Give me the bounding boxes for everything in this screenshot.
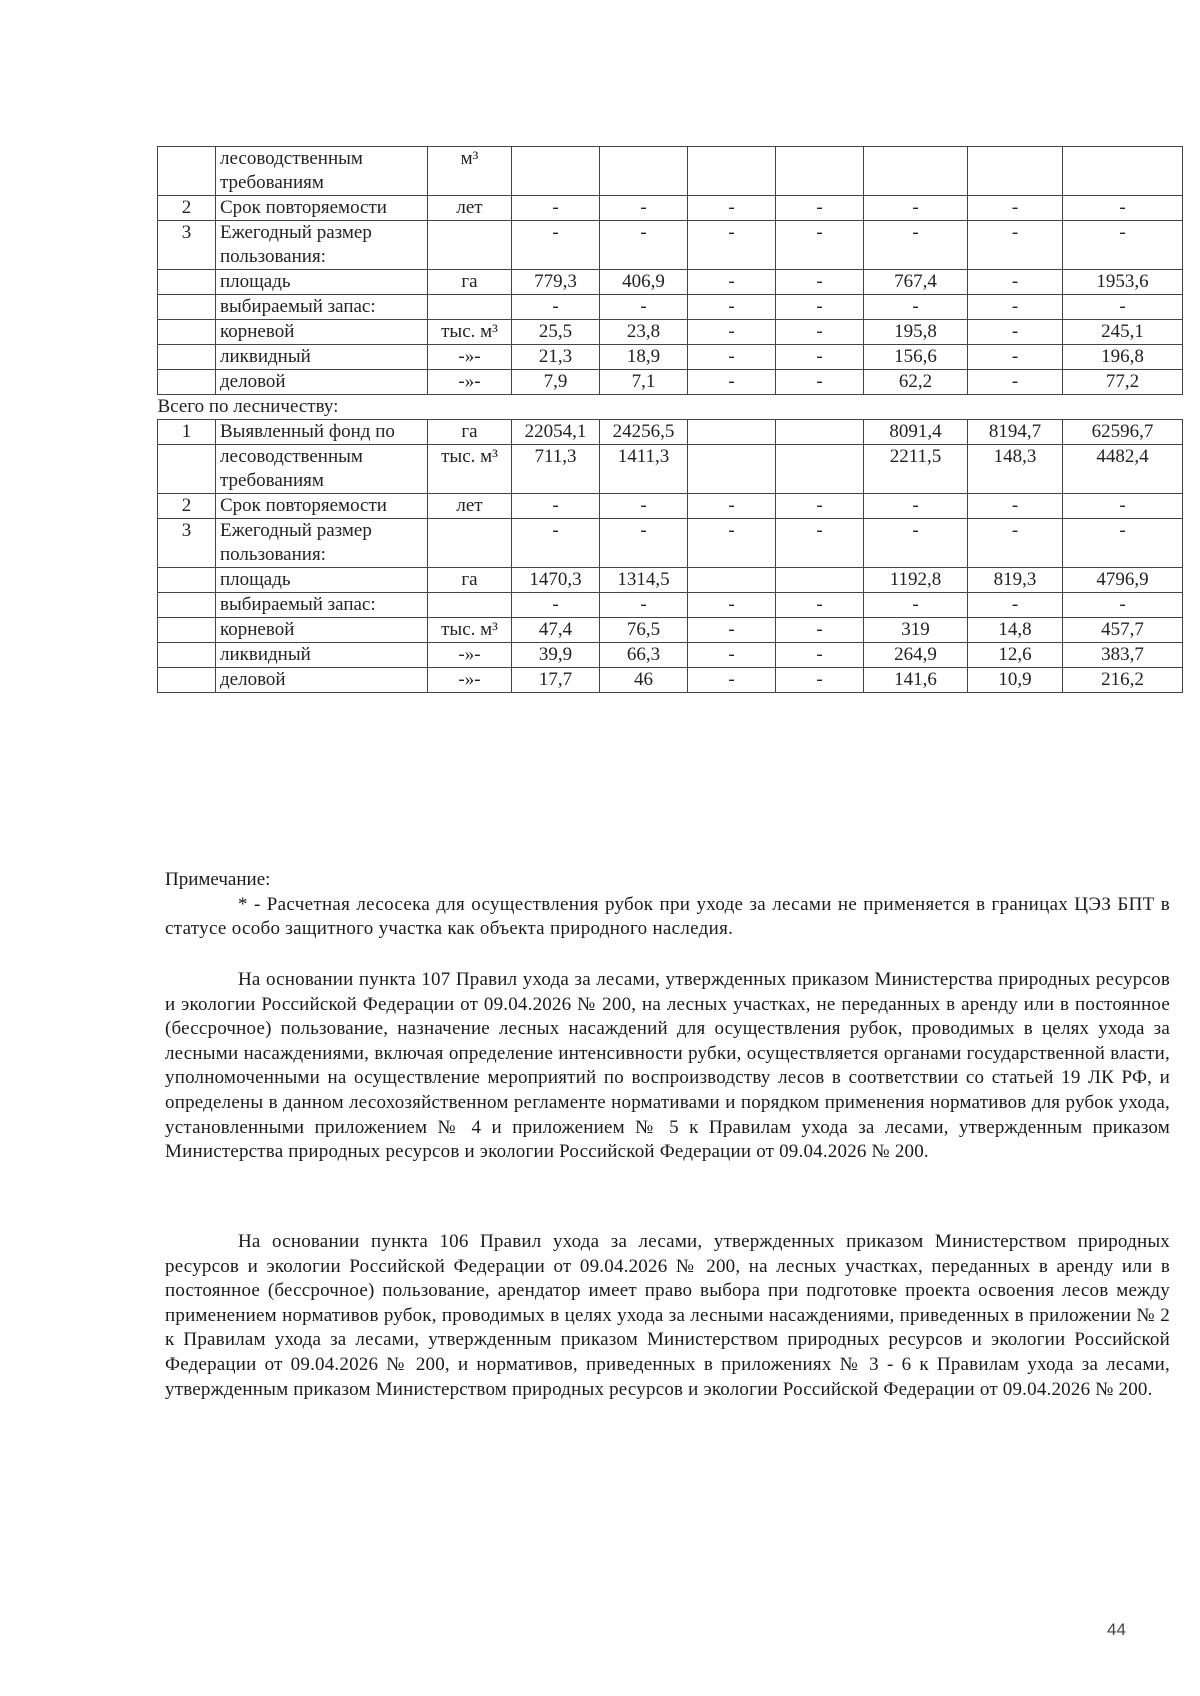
value-cell: - (776, 345, 864, 370)
value-cell: 76,5 (600, 618, 688, 643)
value-cell (776, 568, 864, 593)
indicator-cell: площадь (216, 270, 428, 295)
value-cell: 12,6 (968, 643, 1063, 668)
unit-cell: -»- (428, 345, 512, 370)
value-cell: - (1063, 196, 1183, 221)
indicator-cell: выбираемый запас: (216, 295, 428, 320)
value-cell: 156,6 (864, 345, 968, 370)
indicator-cell: выбираемый запас: (216, 593, 428, 618)
value-cell: 195,8 (864, 320, 968, 345)
value-cell: - (776, 643, 864, 668)
value-cell: - (776, 593, 864, 618)
row-number-cell (158, 445, 216, 494)
value-cell: 1314,5 (600, 568, 688, 593)
value-cell: - (688, 593, 776, 618)
unit-cell: -»- (428, 370, 512, 395)
unit-cell: -»- (428, 643, 512, 668)
value-cell: 8091,4 (864, 420, 968, 445)
unit-cell: тыс. м³ (428, 618, 512, 643)
value-cell: 4482,4 (1063, 445, 1183, 494)
indicator-cell: ликвидный (216, 345, 428, 370)
row-number-cell: 2 (158, 196, 216, 221)
value-cell: - (968, 221, 1063, 270)
row-number-cell: 3 (158, 221, 216, 270)
value-cell: - (1063, 494, 1183, 519)
value-cell: 383,7 (1063, 643, 1183, 668)
value-cell: - (968, 320, 1063, 345)
value-cell: - (968, 494, 1063, 519)
unit-cell: га (428, 420, 512, 445)
row-number-cell (158, 370, 216, 395)
value-cell (688, 568, 776, 593)
value-cell: - (688, 370, 776, 395)
value-cell: - (1063, 593, 1183, 618)
value-cell: 39,9 (512, 643, 600, 668)
value-cell: 2211,5 (864, 445, 968, 494)
value-cell: - (776, 320, 864, 345)
value-cell: 21,3 (512, 345, 600, 370)
unit-cell: га (428, 568, 512, 593)
indicator-cell: корневой (216, 320, 428, 345)
value-cell: 14,8 (968, 618, 1063, 643)
value-cell: - (1063, 221, 1183, 270)
paragraph-1: На основании пункта 107 Правил ухода за лесами, утвержденных приказом Министерства природных ресурсов и экологии Российской Федерации от 09.04.2026 № 200, на лесных участках, не переданных в аренду или в постоянное (бессрочное) пользование, назначение лесных насаждений для осуществления рубок, проводимых в целях ухода за лесными насаждениями, включая определение интенсивности рубки, осуществляется органами государственной власти, уполномоченными на осуществление мероприятий по воспроизводству лесов в соответствии со статьей 19 ЛК РФ, и определены в данном лесохозяйственном регламенте нормативами и порядком применения нормативов для рубок ухода, установленными приложением № 4 и приложением № 5 к Правилам ухода за лесами, утвержденным приказом Министерства природных ресурсов и экологии Российской Федерации от 09.04.2026 № 200. (165, 969, 1170, 1163)
table-row (158, 196, 1183, 221)
table-row (158, 494, 1183, 519)
table-body-part-2 (158, 420, 1183, 693)
value-cell: - (512, 295, 600, 320)
value-cell: - (968, 270, 1063, 295)
row-number-cell: 1 (158, 420, 216, 445)
value-cell: - (688, 618, 776, 643)
value-cell: - (776, 295, 864, 320)
table-row (158, 221, 1183, 270)
value-cell: 406,9 (600, 270, 688, 295)
indicator-cell: Выявленный фонд по (216, 420, 428, 445)
row-number-cell (158, 147, 216, 196)
value-cell: - (776, 519, 864, 568)
value-cell: - (968, 295, 1063, 320)
unit-cell: тыс. м³ (428, 320, 512, 345)
value-cell: - (864, 519, 968, 568)
value-cell: - (600, 519, 688, 568)
value-cell: - (688, 320, 776, 345)
value-cell: 148,3 (968, 445, 1063, 494)
value-cell: 245,1 (1063, 320, 1183, 345)
value-cell: - (688, 295, 776, 320)
table-row (158, 370, 1183, 395)
table-row (158, 618, 1183, 643)
section-header (158, 395, 1183, 420)
row-number-cell (158, 618, 216, 643)
paragraph-2: На основании пункта 106 Правил ухода за лесами, утвержденных приказом Министерством природных ресурсов и экологии Российской Федерации от 09.04.2026 № 200, на лесных участках, переданных в аренду или в постоянное (бессрочное) пользование, арендатор имеет право выбора при подготовке проекта освоения лесов между применением нормативов рубок, проводимых в целях ухода за лесными насаждениями, приведенных в приложении № 2 к Правилам ухода за лесами, утвержденным приказом Министерством природных ресурсов и экологии Российской Федерации от 09.04.2026 № 200, и нормативов, приведенных в приложениях № 3 - 6 к Правилам ухода за лесами, утвержденным приказом Министерством природных ресурсов и экологии Российской Федерации от 09.04.2026 № 200. (165, 1231, 1170, 1400)
row-number-cell (158, 593, 216, 618)
value-cell: - (776, 618, 864, 643)
value-cell: 62,2 (864, 370, 968, 395)
table-row (158, 320, 1183, 345)
unit-cell: лет (428, 494, 512, 519)
page-number: 44 (1107, 1620, 1126, 1639)
value-cell: - (776, 221, 864, 270)
value-cell: 319 (864, 618, 968, 643)
table-row (158, 345, 1183, 370)
value-cell: - (776, 196, 864, 221)
row-number-cell (158, 320, 216, 345)
value-cell: - (968, 196, 1063, 221)
value-cell: - (600, 221, 688, 270)
value-cell: 62596,7 (1063, 420, 1183, 445)
value-cell: - (864, 593, 968, 618)
value-cell (688, 147, 776, 196)
row-number-cell (158, 345, 216, 370)
row-number-cell (158, 270, 216, 295)
value-cell: - (968, 519, 1063, 568)
value-cell: 779,3 (512, 270, 600, 295)
value-cell: - (776, 494, 864, 519)
row-number-cell (158, 668, 216, 693)
value-cell (688, 420, 776, 445)
value-cell: 8194,7 (968, 420, 1063, 445)
row-number-cell: 3 (158, 519, 216, 568)
value-cell: 196,8 (1063, 345, 1183, 370)
value-cell: 17,7 (512, 668, 600, 693)
unit-cell (428, 221, 512, 270)
value-cell: 457,7 (1063, 618, 1183, 643)
value-cell (968, 147, 1063, 196)
value-cell: - (688, 668, 776, 693)
value-cell: 47,4 (512, 618, 600, 643)
unit-cell: га (428, 270, 512, 295)
row-number-cell (158, 295, 216, 320)
allowable-cut-table (157, 146, 1183, 693)
value-cell (600, 147, 688, 196)
note-title: Примечание: (165, 869, 271, 890)
indicator-cell: деловой (216, 668, 428, 693)
indicator-cell: Срок повторяемости (216, 196, 428, 221)
table-row (158, 445, 1183, 494)
table-body-part-1 (158, 147, 1183, 395)
value-cell: 819,3 (968, 568, 1063, 593)
value-cell: 10,9 (968, 668, 1063, 693)
table-row (158, 147, 1183, 196)
value-cell: 7,1 (600, 370, 688, 395)
value-cell: 216,2 (1063, 668, 1183, 693)
value-cell (1063, 147, 1183, 196)
value-cell: 264,9 (864, 643, 968, 668)
indicator-cell: деловой (216, 370, 428, 395)
value-cell: - (512, 593, 600, 618)
note-text: * - Расчетная лесосека для осуществления рубок при уходе за лесами не применяется в границах ЦЭЗ БПТ в статусе особо защитного участка как объекта природного наследия. (165, 894, 1170, 939)
indicator-cell: корневой (216, 618, 428, 643)
value-cell: 46 (600, 668, 688, 693)
unit-cell: м³ (428, 147, 512, 196)
value-cell: - (600, 295, 688, 320)
indicator-cell: лесоводственным требованиям (216, 445, 428, 494)
value-cell: 22054,1 (512, 420, 600, 445)
value-cell: - (688, 270, 776, 295)
value-cell: 77,2 (1063, 370, 1183, 395)
table-row (158, 420, 1183, 445)
value-cell: 1470,3 (512, 568, 600, 593)
value-cell: - (600, 494, 688, 519)
value-cell: - (1063, 519, 1183, 568)
value-cell (776, 445, 864, 494)
value-cell: 711,3 (512, 445, 600, 494)
value-cell: - (512, 519, 600, 568)
value-cell (688, 445, 776, 494)
value-cell: - (688, 196, 776, 221)
value-cell: - (688, 345, 776, 370)
indicator-cell: площадь (216, 568, 428, 593)
unit-cell (428, 295, 512, 320)
unit-cell: тыс. м³ (428, 445, 512, 494)
value-cell: - (968, 345, 1063, 370)
value-cell: 141,6 (864, 668, 968, 693)
value-cell (776, 147, 864, 196)
row-number-cell (158, 568, 216, 593)
table-row (158, 568, 1183, 593)
value-cell: - (512, 196, 600, 221)
value-cell: 1953,6 (1063, 270, 1183, 295)
value-cell: 25,5 (512, 320, 600, 345)
unit-cell: -»- (428, 668, 512, 693)
table-row (158, 519, 1183, 568)
value-cell: - (688, 494, 776, 519)
value-cell: - (512, 221, 600, 270)
unit-cell: лет (428, 196, 512, 221)
row-number-cell: 2 (158, 494, 216, 519)
value-cell: - (864, 221, 968, 270)
table-row (158, 668, 1183, 693)
value-cell: - (776, 668, 864, 693)
section-title: Всего по лесничеству: (158, 395, 1183, 420)
indicator-cell: ликвидный (216, 643, 428, 668)
value-cell: 23,8 (600, 320, 688, 345)
value-cell: - (776, 270, 864, 295)
value-cell: 66,3 (600, 643, 688, 668)
value-cell: - (864, 295, 968, 320)
value-cell: - (864, 494, 968, 519)
value-cell: 1192,8 (864, 568, 968, 593)
indicator-cell: лесоводственным требованиям (216, 147, 428, 196)
indicator-cell: Срок повторяемости (216, 494, 428, 519)
value-cell: - (968, 370, 1063, 395)
value-cell: - (1063, 295, 1183, 320)
value-cell: 767,4 (864, 270, 968, 295)
value-cell: - (688, 221, 776, 270)
value-cell: - (864, 196, 968, 221)
table-row (158, 593, 1183, 618)
value-cell: 4796,9 (1063, 568, 1183, 593)
unit-cell (428, 593, 512, 618)
value-cell: 7,9 (512, 370, 600, 395)
value-cell: - (776, 370, 864, 395)
value-cell: - (688, 519, 776, 568)
indicator-cell: Ежегодный размер пользования: (216, 221, 428, 270)
value-cell: 24256,5 (600, 420, 688, 445)
unit-cell (428, 519, 512, 568)
value-cell: - (600, 593, 688, 618)
value-cell: - (600, 196, 688, 221)
value-cell: 18,9 (600, 345, 688, 370)
value-cell: 1411,3 (600, 445, 688, 494)
value-cell (512, 147, 600, 196)
value-cell: - (968, 593, 1063, 618)
value-cell: - (512, 494, 600, 519)
table-row (158, 643, 1183, 668)
value-cell (864, 147, 968, 196)
value-cell: - (688, 643, 776, 668)
indicator-cell: Ежегодный размер пользования: (216, 519, 428, 568)
table-row (158, 270, 1183, 295)
table-row (158, 295, 1183, 320)
row-number-cell (158, 643, 216, 668)
value-cell (776, 420, 864, 445)
